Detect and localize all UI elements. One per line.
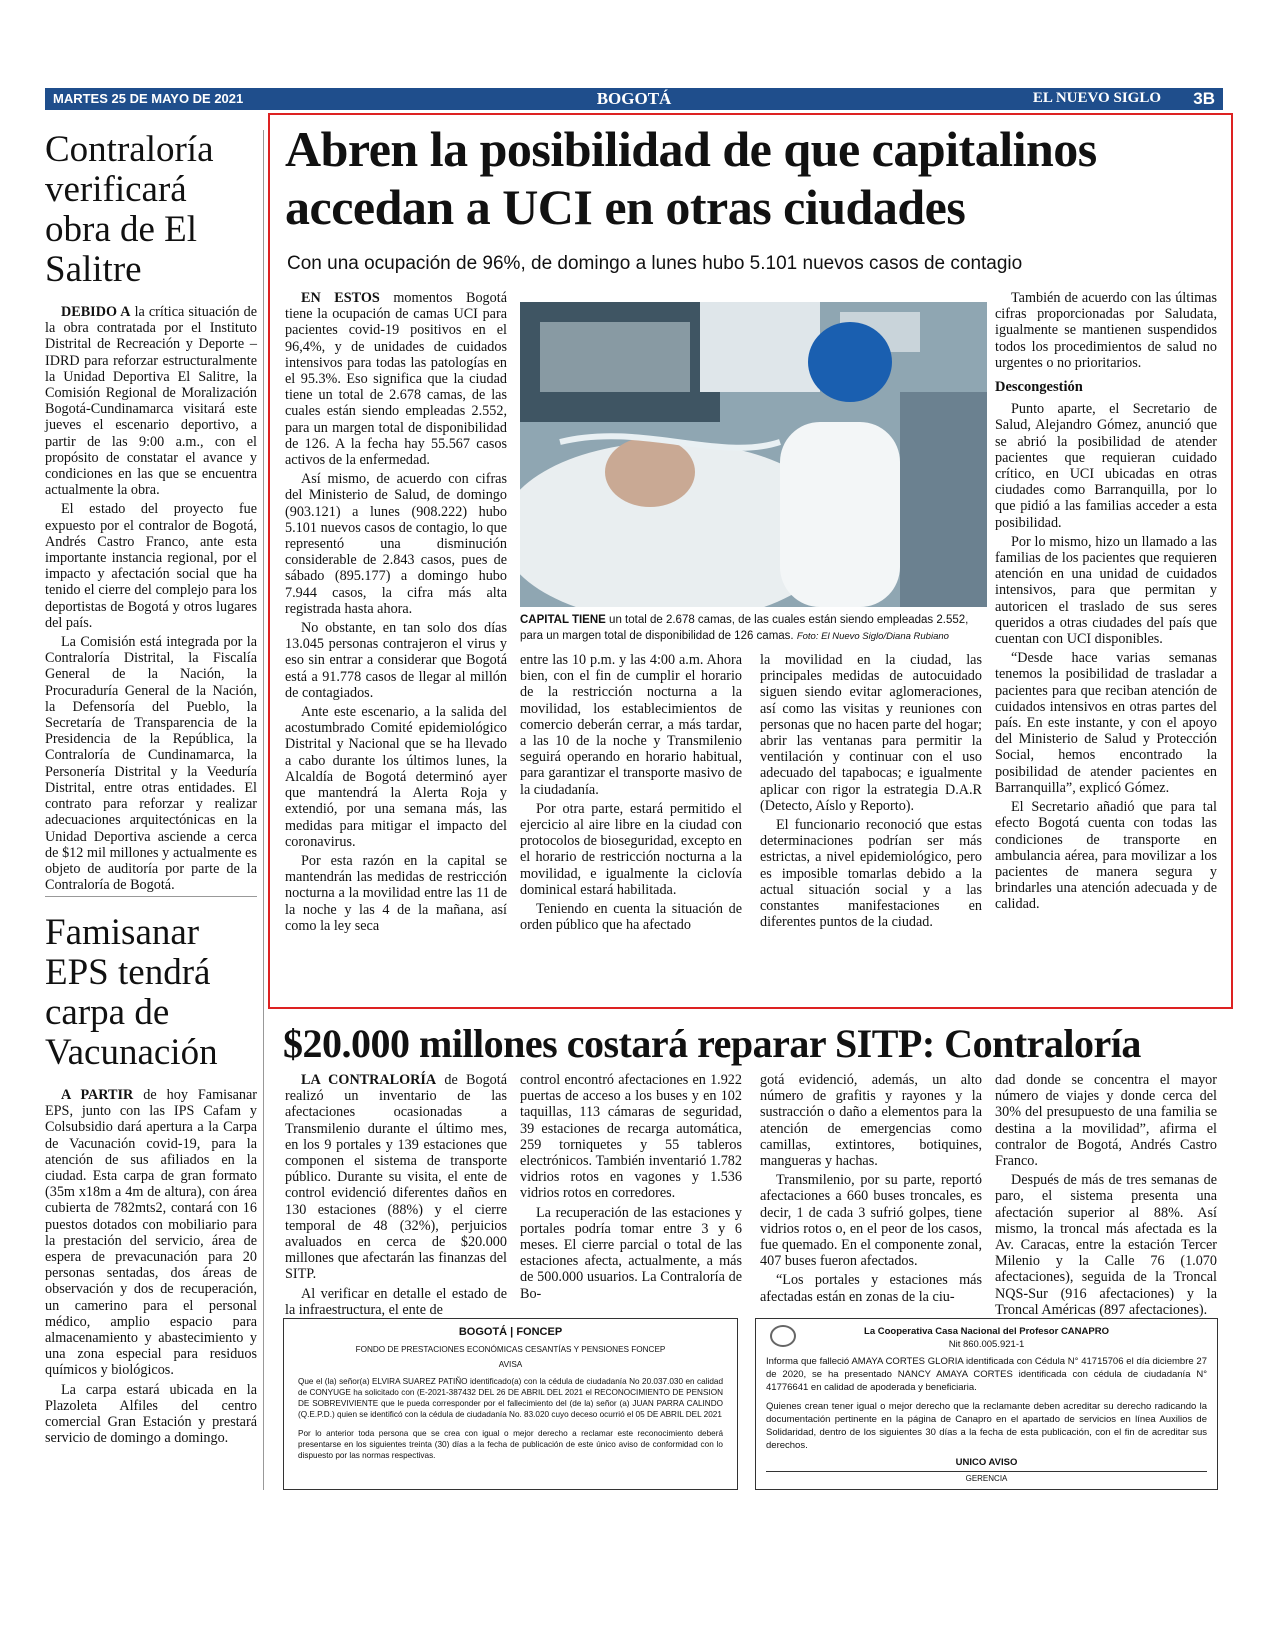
- main-headline: Abren la posibilidad de que capitalinos accedan a UCI en otras ciudades: [285, 121, 1097, 235]
- main-column-1: [285, 290, 507, 937]
- page-number: 3B: [1193, 89, 1215, 108]
- caption-lead: CAPITAL TIENE: [520, 614, 606, 626]
- paragraph: Después de más de tres semanas de paro, el sistema presenta una afectación superior al 88%. Así mismo, la troncal más afectada es la Av. Caracas, entre la estación Tercer Milenio y la Calle 76 (1.070 afectaciones), seguida de la Troncal NQS-Sur (916 afectaciones) y la Troncal Américas (897 afectaciones).: [995, 1172, 1217, 1318]
- paragraph: El estado del proyecto fue expuesto por el contralor de Bogotá, Andrés Castro Franco, ante esta importante instancia regional, por el impacto y afectación social que ha tenido el cierre del complejo para los deportistas de Bogotá y otros lugares del país.: [45, 501, 257, 631]
- side-body-famisanar: [45, 1087, 257, 1446]
- caption-text: un total de 2.678 camas, de las cuales están siendo empleadas 2.552, para un margen total de disponibilidad de 126 camas.: [520, 614, 969, 642]
- second-lede: LA CONTRALORÍA: [301, 1072, 437, 1088]
- foncep-body: Que el (la) señor(a) ELVIRA SUAREZ PATIÑO identificado(a) con la cédula de ciudadanía No 20.037.030 en calidad de CONYUGE ha solicitado con (E-2021-387432 DEL 26 DE ABRIL DEL 2021 el RECONOCIMIENTO DE PENSION DE SOBREVIVIENTE que le pueda corresponder por el fallecimiento del (de la) señor (a) JUAN PARRA CALINDO (Q.E.P.D.) quien se identificó con la cédula de ciudadanía No. 83.020 cuyo deceso ocurrió el 05 DE ABRIL DEL 2021: [298, 1377, 723, 1419]
- paragraph: Punto aparte, el Secretario de Salud, Alejandro Gómez, anunció que se abrió la posibilidad de atender pacientes que requieran cuidado crítico, en UCI ubicadas en otras ciudades como Barranquilla, por lo que pidió a las familias acceder a esta posibilidad.: [995, 401, 1217, 531]
- foncep-notice: [283, 1318, 738, 1490]
- side-story-famisanar: [45, 913, 257, 1449]
- main-deck: Con una ocupación de 96%, de domingo a lunes hubo 5.101 nuevos casos de contagio: [287, 253, 1023, 274]
- paragraph: Así mismo, de acuerdo con cifras del Ministerio de Salud, de domingo (903.121) a lunes (908.222) hubo 5.101 nuevos casos de contagio, lo que representó una disminución considerable de 2.843 casos, pues de sábado (895.177) a domingo hubo 7.944 casos, la cifra más alta registrada hasta ahora.: [285, 471, 507, 617]
- paragraph: También de acuerdo con las últimas cifras proporcionadas por Saludata, igualmente se mantienen suspendidos todos los procedimientos de salud no urgentes o no prioritarios.: [995, 290, 1217, 371]
- paragraph: de Bogotá realizó un inventario de las afectaciones ocasionadas a Transmilenio durante el último mes, en los 9 portales y 139 estaciones que componen el sistema de transporte público. Durante su visita, el ente de control evidenció diferentes daños en 130 estaciones (88%) y el cierre temporal de 48 (32%), perjuicios avaluados en cerca de $20.000 millones que afectarán las finanzas del SITP.: [285, 1072, 507, 1283]
- second-column-2: [520, 1072, 742, 1305]
- paragraph: Por lo mismo, hizo un llamado a las familias de los pacientes que requieren atención en una unidad de cuidados intensivos, para que permitan y autoricen el traslado de sus seres queridos a otras ciudades del país que cuentan con UCI disponibles.: [995, 533, 1217, 648]
- paper-name: EL NUEVO SIGLO: [1032, 90, 1161, 106]
- paragraph: La carpa estará ubicada en la Plazoleta Alfiles del centro comercial Gran Estación y prestará servicio de domingo a domingo.: [45, 1381, 257, 1447]
- paragraph: El funcionario reconoció que estas determinaciones podrían ser más estrictas, a nivel epidemiológico, pero es imposible tomarlas debido a la actual situación social y a las constantes manifestaciones en diferentes puntos de la ciudad.: [760, 817, 982, 931]
- side-headline-famisanar: Famisanar EPS tendrá carpa de Vacunación: [45, 912, 218, 1073]
- paragraph: de hoy Famisanar EPS, junto con las IPS Cafam y Colsubsidio dará apertura a la Carpa de Vacunación covid-19, para la atención de sus afiliados en la ciudad. Esta carpa de gran formato (35m x18m a 4m de altura), con área cubierta de 782mts2, contará con 16 puestos dotados con mobiliario para la prestación del servicio, área de espera de prevacunación para 20 personas sentadas, dos áreas de observación y dos de recuperación, un camerino para el personal médico, amplio espacio para almacenamiento y abastecimiento y una zona especial para residuos químicos y biológicos.: [45, 1087, 257, 1379]
- canapro-gerencia: GERENCIA: [766, 1471, 1207, 1485]
- paragraph: “Los portales y estaciones más afectadas están en zonas de la ciu-: [760, 1272, 982, 1305]
- main-column-2: [520, 652, 742, 936]
- paragraph: Al verificar en detalle el estado de la infraestructura, el ente de: [285, 1285, 507, 1318]
- paragraph: entre las 10 p.m. y las 4:00 a.m. Ahora bien, con el fin de cumplir el horario de la restricción nocturna a la movilidad, los establecimientos de comercio deberán cerrar, a más tardar, a las 10 de la noche y Transmilenio seguirá operando en horario habitual, para garantizar el transporte masivo de la ciudadanía.: [520, 652, 742, 798]
- canapro-org: La Cooperativa Casa Nacional del Profesor CANAPRO: [864, 1326, 1109, 1337]
- foncep-logo-text: FONCEP: [516, 1326, 563, 1338]
- bogota-logo: BOGOTÁ: [458, 1326, 508, 1338]
- paragraph: “Desde hace varias semanas tenemos la posibilidad de trasladar a pacientes para que reciban atención de cuidados intensivos en otras partes del país. En este instante, y con el apoyo del Ministerio de Salud y Protección Social, hemos encontrado la posibilidad de atender pacientes en Barranquilla”, explicó Gómez.: [995, 650, 1217, 796]
- paragraph: El Secretario añadió que para tal efecto Bogotá cuenta con todas las condiciones de transporte en ambulancia aérea, para movilizar a los pacientes de manera segura y brindarles una atención adecuada y de calidad.: [995, 799, 1217, 913]
- side-lede-famisanar: A PARTIR: [61, 1087, 134, 1103]
- foncep-avisa: AVISA: [498, 1360, 523, 1369]
- paragraph: Por esta razón en la capital se mantendrán las medidas de restricción nocturna a la movilidad entre las 11 de la noche y las 4 de la mañana, así como la ley seca: [285, 852, 507, 934]
- canapro-nit: Nit 860.005.921-1: [948, 1339, 1025, 1350]
- paragraph: Transmilenio, por su parte, reportó afectaciones a 660 buses troncales, es decir, 1 de cada 3 sufrió golpes, tiene vidrios rotos o, en el peor de los casos, fue quemado. En el componente zonal, 407 buses fueron afectados.: [760, 1172, 982, 1270]
- foncep-footer: Por lo anterior toda persona que se crea con igual o mejor derecho a reclamar este reconocimiento deberá presentarse en los siguientes treinta (30) días a la fecha de publicación de este único aviso de conformidad con lo dispuesto por las normas respectivas.: [298, 1429, 723, 1460]
- paragraph: Teniendo en cuenta la situación de orden público que ha afectado: [520, 901, 742, 934]
- paragraph: la crítica situación de la obra contratada por el Instituto Distrital de Recreación y Deporte – IDRD para reforzar estructuralmente la Unidad Deportiva El Salitre, la Comisión Regional de Moralización Bogotá-Cundinamarca visitará este jueves el escenario deportivo, a partir de las 9:00 a.m., con el propósito de constatar el avance y condiciones en las que se encuentra actualmente la obra.: [45, 304, 258, 499]
- main-lede: EN ESTOS: [301, 290, 380, 306]
- paragraph: control encontró afectaciones en 1.922 puertas de acceso a los buses y en 102 taquillas, 113 cámaras de seguridad, 39 estaciones de recarga automática, 259 torniquetes y 55 tableros electrónicos. También inventarió 1.782 vidrios rotos en vagones y 1.536 vidrios rotos en corredores.: [520, 1072, 742, 1202]
- paragraph: La Comisión está integrada por la Contraloría Distrital, la Fiscalía General de la Nación, la Procuraduría General de la Nación, la Defensoría del Pueblo, la Secretaría de Transparencia de la Presidencia de la República, la Contraloría de Cundinamarca, la Personería Distrital y la Veeduría Distrital, entre otras entidades. El contrato para reforzar y realizar adecuaciones arquitectónicas en la Unidad Deportiva asciende a cerca de $12 mil millones y actualmente es objeto de auditoría por parte de la Contraloría de Bogotá.: [45, 634, 257, 894]
- canapro-body-2: Quienes crean tener igual o mejor derecho que la reclamante deben acreditar su derecho radicando la documentación pertinente en la página de Canapro en el apartado de servicios en línea Auxilios de Solidaridad, dentro de los siguientes 30 días a la fecha de esta publicación, con el fin de acreditar sus derechos.: [766, 1401, 1207, 1451]
- masthead-bar: [45, 88, 1223, 110]
- canapro-body: Informa que falleció AMAYA CORTES GLORIA identificada con Cédula N° 41715706 el día diciembre 27 de 2020, se ha presentado NANCY AMAYA CORTES identificada con cédula de ciudadanía N° 41776641 en calidad de apoderada y beneficiaria.: [766, 1356, 1207, 1393]
- main-column-3: [760, 652, 982, 933]
- canapro-logo-icon: [770, 1325, 796, 1347]
- canapro-unico: UNICO AVISO: [955, 1457, 1018, 1468]
- paragraph: momentos Bogotá tiene la ocupación de camas UCI para pacientes covid-19 positivos en el 96,4%, y de unidades de cuidados intensivos para todas las patologías en el 95.3%. Eso significa que la ciudad tiene un total de 2.678 camas, de las cuales están siendo empleadas 2.552, para un margen total de disponibilidad de 126. A la fecha hay 55.567 casos activos de la enfermedad.: [285, 290, 507, 469]
- icu-photo: [520, 302, 987, 607]
- paragraph: gotá evidenció, además, un alto número de grafitis y rayones y la sustracción o daño a elementos para la atención de emergencias como camillas, extintores, botiquines, mangueras y hachas.: [760, 1072, 982, 1170]
- photo-caption: [520, 612, 987, 645]
- foncep-logo: BOGOTÁ | FONCEP: [458, 1326, 563, 1338]
- side-headline-salitre: Contraloría verificará obra de El Salitre: [45, 129, 214, 290]
- subheading-descongestion: Descongestión: [995, 379, 1083, 396]
- divider: [45, 896, 257, 897]
- main-column-4: [995, 290, 1217, 916]
- canapro-notice: [755, 1318, 1218, 1490]
- section-name: BOGOTÁ: [596, 89, 672, 108]
- second-column-1: [285, 1072, 507, 1321]
- photo-credit: Foto: El Nuevo Siglo/Diana Rubiano: [796, 631, 949, 642]
- second-column-3: [760, 1072, 982, 1308]
- foncep-title: FONDO DE PRESTACIONES ECONÓMICAS CESANTÍAS Y PENSIONES FONCEP: [355, 1345, 666, 1354]
- paragraph: La recuperación de las estaciones y portales podría tomar entre 3 y 6 meses. El cierre parcial o total de las estaciones afecta, actualmente, a más de 500.000 usuarios. La Contraloría de Bo-: [520, 1204, 742, 1302]
- second-column-4: [995, 1072, 1217, 1321]
- issue-date: MARTES 25 DE MAYO DE 2021: [53, 91, 244, 106]
- side-body-salitre: [45, 304, 257, 893]
- paragraph: No obstante, en tan solo dos días 13.045 personas contrajeron el virus y eso sin entrar a considerar que Bogotá está a 91.778 casos de llegar al millón de contagiados.: [285, 620, 507, 701]
- icu-scene-illustration: [520, 302, 987, 607]
- side-lede-salitre: DEBIDO A: [61, 304, 131, 320]
- column-divider: [263, 130, 264, 1490]
- paragraph: la movilidad en la ciudad, las principales medidas de autocuidado siguen siendo evitar aglomeraciones, así como las visitas y reuniones con personas que no hacen parte del hogar; abrir las ventanas para permitir la ventilación y continuar con el uso adecuado del tapabocas; e igualmente aplicar con rigor la estrategia D.A.R (Detecto, Aíslo y Reporto).: [760, 652, 982, 814]
- paragraph: dad donde se concentra el mayor número de viajes y donde cerca del 30% del presupuesto de una familia se destina a la movilidad”, afirma el contralor de Bogotá, Andrés Castro Franco.: [995, 1072, 1217, 1170]
- second-headline: $20.000 millones costará reparar SITP: Contraloría: [283, 1021, 1141, 1066]
- side-story-salitre: [45, 130, 257, 896]
- paragraph: Ante este escenario, a la salida del acostumbrado Comité epidemiológico Distrital y Nacional que se ha llevado a cabo durante los últimos lunes, la Alcaldía de Bogotá determinó ayer que mantendrá la Alerta Roja y extendió, por una semana más, las medidas para mitigar el impacto del coronavirus.: [285, 704, 507, 850]
- paragraph: Por otra parte, estará permitido el ejercicio al aire libre en la ciudad con protocolos de bioseguridad, excepto en el horario de restricción nocturna a la movilidad, e igualmente la ciclovía dominical estará habilitada.: [520, 800, 742, 898]
